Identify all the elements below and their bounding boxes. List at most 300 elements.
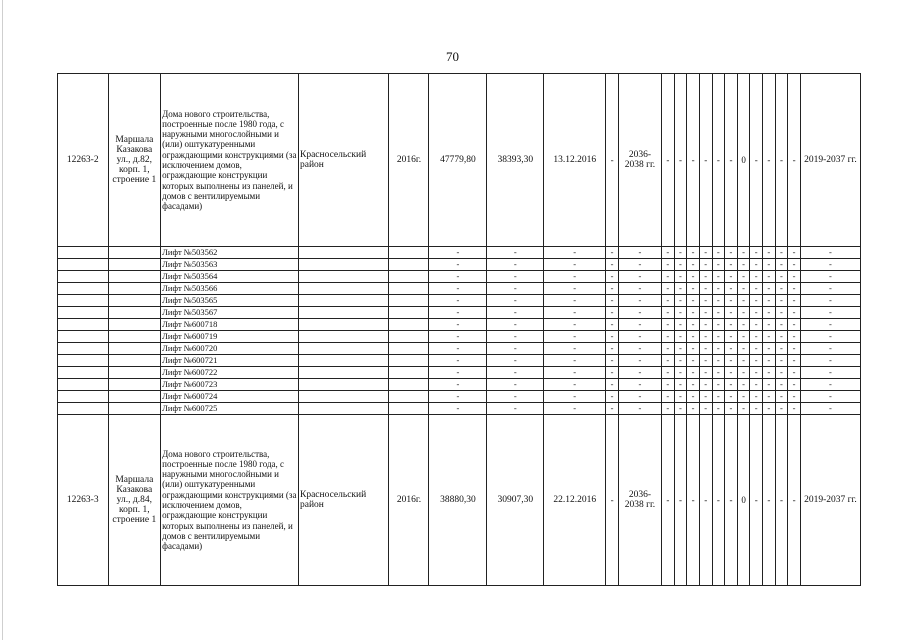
year-cell: 2016г. — [389, 415, 429, 586]
lift-dash-cell: - — [699, 247, 712, 259]
lift-dash-cell: - — [687, 367, 700, 379]
lift-dash-cell: - — [788, 283, 801, 295]
lift-dash-cell: - — [763, 367, 776, 379]
lift-row — [58, 259, 861, 271]
lift-dash-cell: - — [544, 259, 606, 271]
lift-empty-cell — [58, 355, 109, 367]
lift-name-cell: Лифт №503566 — [161, 283, 299, 295]
lift-dash-cell: - — [775, 403, 788, 415]
date-cell: 22.12.2016 — [544, 415, 606, 586]
work-type-cell: - — [775, 415, 788, 586]
lift-dash-cell: - — [544, 247, 606, 259]
lift-name-cell: Лифт №503564 — [161, 271, 299, 283]
lift-dash-cell: - — [618, 331, 661, 343]
lift-dash-cell: - — [737, 367, 750, 379]
lift-empty-cell — [389, 271, 429, 283]
lift-dash-cell: - — [788, 319, 801, 331]
lift-empty-cell — [108, 247, 161, 259]
lift-dash-cell: - — [699, 319, 712, 331]
work-type-cell: - — [763, 74, 776, 247]
lift-empty-cell — [58, 367, 109, 379]
lift-empty-cell — [108, 355, 161, 367]
work-type-cell: 0 — [737, 415, 750, 586]
lift-dash-cell: - — [699, 379, 712, 391]
lift-dash-cell: - — [763, 247, 776, 259]
lift-row — [58, 295, 861, 307]
lift-row — [58, 271, 861, 283]
lift-dash-cell: - — [788, 247, 801, 259]
work-type-cell: - — [725, 415, 738, 586]
lift-row — [58, 379, 861, 391]
lift-dash-cell: - — [699, 367, 712, 379]
lift-row — [58, 343, 861, 355]
lift-row — [58, 367, 861, 379]
lift-dash-cell: - — [699, 331, 712, 343]
lift-dash-cell: - — [544, 355, 606, 367]
lift-empty-cell — [108, 283, 161, 295]
lift-dash-cell: - — [429, 259, 487, 271]
lift-dash-cell: - — [606, 403, 619, 415]
lift-dash-cell: - — [662, 331, 675, 343]
work-type-cell: - — [712, 74, 725, 247]
lift-dash-cell: - — [775, 295, 788, 307]
lift-dash-cell: - — [750, 367, 763, 379]
lift-empty-cell — [389, 367, 429, 379]
lift-dash-cell: - — [674, 403, 687, 415]
lift-name-cell: Лифт №600725 — [161, 403, 299, 415]
lift-dash-cell: - — [750, 391, 763, 403]
lift-dash-cell: - — [618, 259, 661, 271]
lift-dash-cell: - — [763, 355, 776, 367]
lift-dash-cell: - — [788, 259, 801, 271]
lift-empty-cell — [58, 343, 109, 355]
description-cell: Дома нового строительства, построенные после 1980 года, с наружными многослойными и (или) оштукатуренными ограждающими конструкциями (за исключением домов, ограждающие конструкции которых выполнены из панелей, и домов с вентилируемыми фасадами) — [161, 74, 299, 247]
lift-dash-cell: - — [712, 331, 725, 343]
date-cell: 13.12.2016 — [544, 74, 606, 247]
lift-dash-cell: - — [662, 307, 675, 319]
lift-dash-cell: - — [737, 331, 750, 343]
lift-dash-cell: - — [606, 283, 619, 295]
dash-cell: - — [606, 74, 619, 247]
lift-row — [58, 307, 861, 319]
lift-dash-cell: - — [687, 391, 700, 403]
lift-dash-cell: - — [544, 391, 606, 403]
lift-dash-cell: - — [429, 379, 487, 391]
lift-row — [58, 403, 861, 415]
area-total-cell: 38880,30 — [429, 415, 487, 586]
lift-dash-cell: - — [618, 307, 661, 319]
lift-dash-cell: - — [618, 283, 661, 295]
lift-dash-cell: - — [737, 403, 750, 415]
lift-dash-cell: - — [725, 331, 738, 343]
lift-dash-cell: - — [712, 259, 725, 271]
lift-dash-cell: - — [800, 331, 860, 343]
lift-dash-cell: - — [487, 331, 544, 343]
lift-dash-cell: - — [763, 319, 776, 331]
work-type-cell: - — [699, 415, 712, 586]
district-cell: Красносельский район — [298, 415, 389, 586]
lift-dash-cell: - — [618, 379, 661, 391]
lift-dash-cell: - — [687, 295, 700, 307]
lift-dash-cell: - — [750, 379, 763, 391]
lift-dash-cell: - — [429, 391, 487, 403]
lift-dash-cell: - — [699, 307, 712, 319]
lift-dash-cell: - — [699, 391, 712, 403]
lift-dash-cell: - — [750, 271, 763, 283]
lift-dash-cell: - — [487, 367, 544, 379]
lift-dash-cell: - — [618, 355, 661, 367]
lift-empty-cell — [389, 319, 429, 331]
lift-name-cell: Лифт №600722 — [161, 367, 299, 379]
lift-dash-cell: - — [737, 307, 750, 319]
lift-dash-cell: - — [674, 355, 687, 367]
lift-empty-cell — [389, 355, 429, 367]
lift-dash-cell: - — [618, 367, 661, 379]
lift-dash-cell: - — [429, 343, 487, 355]
lift-name-cell: Лифт №600720 — [161, 343, 299, 355]
lift-dash-cell: - — [429, 307, 487, 319]
lift-dash-cell: - — [737, 379, 750, 391]
period-cell: 2036-2038 гг. — [618, 74, 661, 247]
lift-dash-cell: - — [674, 295, 687, 307]
lift-empty-cell — [108, 403, 161, 415]
lift-dash-cell: - — [800, 391, 860, 403]
lift-dash-cell: - — [800, 259, 860, 271]
lift-row — [58, 319, 861, 331]
lift-dash-cell: - — [763, 379, 776, 391]
lift-dash-cell: - — [699, 271, 712, 283]
lift-dash-cell: - — [750, 403, 763, 415]
lift-dash-cell: - — [687, 283, 700, 295]
lift-dash-cell: - — [606, 379, 619, 391]
lift-dash-cell: - — [788, 355, 801, 367]
description-cell: Дома нового строительства, построенные после 1980 года, с наружными многослойными и (или) оштукатуренными ограждающими конструкциями (за исключением домов, ограждающие конструкции которых выполнены из панелей, и домов с вентилируемыми фасадами) — [161, 415, 299, 586]
lift-empty-cell — [298, 271, 389, 283]
lift-dash-cell: - — [662, 259, 675, 271]
object-id-cell: 12263-2 — [58, 74, 109, 247]
lift-dash-cell: - — [788, 367, 801, 379]
object-id-cell: 12263-3 — [58, 415, 109, 586]
period-cell: 2036-2038 гг. — [618, 415, 661, 586]
lift-empty-cell — [58, 307, 109, 319]
lift-empty-cell — [298, 391, 389, 403]
dash-cell: - — [606, 415, 619, 586]
lift-dash-cell: - — [750, 295, 763, 307]
lift-dash-cell: - — [800, 343, 860, 355]
lift-name-cell: Лифт №600724 — [161, 391, 299, 403]
lift-empty-cell — [389, 403, 429, 415]
lift-dash-cell: - — [725, 379, 738, 391]
lift-dash-cell: - — [687, 271, 700, 283]
lift-dash-cell: - — [606, 391, 619, 403]
lift-dash-cell: - — [662, 283, 675, 295]
lift-empty-cell — [389, 295, 429, 307]
lift-dash-cell: - — [429, 367, 487, 379]
lift-dash-cell: - — [800, 403, 860, 415]
lift-dash-cell: - — [788, 391, 801, 403]
lift-dash-cell: - — [712, 367, 725, 379]
lift-dash-cell: - — [788, 403, 801, 415]
lift-name-cell: Лифт №503567 — [161, 307, 299, 319]
lift-dash-cell: - — [674, 271, 687, 283]
lift-dash-cell: - — [606, 319, 619, 331]
lift-row — [58, 331, 861, 343]
lift-dash-cell: - — [788, 343, 801, 355]
lift-dash-cell: - — [544, 367, 606, 379]
lift-dash-cell: - — [687, 307, 700, 319]
lift-empty-cell — [58, 259, 109, 271]
lift-empty-cell — [58, 403, 109, 415]
lift-empty-cell — [58, 319, 109, 331]
work-type-cell: - — [788, 74, 801, 247]
lift-dash-cell: - — [763, 271, 776, 283]
lift-empty-cell — [298, 247, 389, 259]
lift-dash-cell: - — [775, 247, 788, 259]
table-row — [58, 74, 861, 247]
lift-empty-cell — [108, 271, 161, 283]
lift-dash-cell: - — [429, 271, 487, 283]
lift-dash-cell: - — [544, 307, 606, 319]
lift-dash-cell: - — [737, 259, 750, 271]
lift-dash-cell: - — [725, 391, 738, 403]
lift-dash-cell: - — [737, 247, 750, 259]
lift-dash-cell: - — [712, 247, 725, 259]
lift-dash-cell: - — [750, 259, 763, 271]
lift-row — [58, 355, 861, 367]
lift-dash-cell: - — [544, 283, 606, 295]
lift-dash-cell: - — [487, 259, 544, 271]
lift-dash-cell: - — [687, 319, 700, 331]
lift-dash-cell: - — [800, 307, 860, 319]
lift-row — [58, 247, 861, 259]
lift-empty-cell — [108, 367, 161, 379]
lift-dash-cell: - — [750, 331, 763, 343]
lift-dash-cell: - — [763, 403, 776, 415]
lift-name-cell: Лифт №600719 — [161, 331, 299, 343]
lift-dash-cell: - — [725, 307, 738, 319]
lift-dash-cell: - — [674, 367, 687, 379]
lift-empty-cell — [298, 355, 389, 367]
lift-dash-cell: - — [712, 283, 725, 295]
lift-empty-cell — [389, 331, 429, 343]
lift-empty-cell — [108, 343, 161, 355]
lift-dash-cell: - — [606, 295, 619, 307]
lift-dash-cell: - — [712, 355, 725, 367]
lift-dash-cell: - — [725, 403, 738, 415]
lift-dash-cell: - — [487, 403, 544, 415]
lift-dash-cell: - — [687, 343, 700, 355]
lift-dash-cell: - — [712, 343, 725, 355]
lift-dash-cell: - — [750, 343, 763, 355]
lift-dash-cell: - — [674, 391, 687, 403]
lift-empty-cell — [58, 283, 109, 295]
work-type-cell: - — [750, 74, 763, 247]
lift-dash-cell: - — [725, 319, 738, 331]
lift-dash-cell: - — [737, 271, 750, 283]
lift-dash-cell: - — [800, 319, 860, 331]
lift-dash-cell: - — [699, 283, 712, 295]
lift-dash-cell: - — [775, 391, 788, 403]
lift-dash-cell: - — [606, 271, 619, 283]
lift-dash-cell: - — [662, 355, 675, 367]
lift-dash-cell: - — [606, 331, 619, 343]
lift-dash-cell: - — [737, 319, 750, 331]
lift-dash-cell: - — [763, 343, 776, 355]
lift-dash-cell: - — [487, 391, 544, 403]
lift-dash-cell: - — [775, 367, 788, 379]
lift-empty-cell — [389, 379, 429, 391]
district-cell: Красносельский район — [298, 74, 389, 247]
lift-dash-cell: - — [763, 259, 776, 271]
lift-dash-cell: - — [800, 283, 860, 295]
lift-dash-cell: - — [725, 355, 738, 367]
lift-dash-cell: - — [800, 355, 860, 367]
scan-edge-line — [2, 0, 3, 640]
lift-dash-cell: - — [763, 307, 776, 319]
lift-dash-cell: - — [687, 331, 700, 343]
area-total-cell: 47779,80 — [429, 74, 487, 247]
lift-dash-cell: - — [487, 307, 544, 319]
lift-dash-cell: - — [775, 379, 788, 391]
lift-dash-cell: - — [606, 355, 619, 367]
lift-dash-cell: - — [662, 391, 675, 403]
lift-dash-cell: - — [674, 331, 687, 343]
lift-empty-cell — [389, 343, 429, 355]
register-table — [57, 73, 861, 586]
lift-empty-cell — [108, 307, 161, 319]
lift-dash-cell: - — [788, 271, 801, 283]
lift-dash-cell: - — [763, 391, 776, 403]
page-number: 70 — [446, 49, 459, 64]
lift-dash-cell: - — [662, 271, 675, 283]
lift-dash-cell: - — [544, 379, 606, 391]
work-type-cell: - — [662, 74, 675, 247]
lift-dash-cell: - — [544, 319, 606, 331]
lift-dash-cell: - — [687, 379, 700, 391]
lift-dash-cell: - — [712, 403, 725, 415]
lift-dash-cell: - — [606, 307, 619, 319]
lift-empty-cell — [389, 247, 429, 259]
lift-dash-cell: - — [699, 355, 712, 367]
lift-dash-cell: - — [699, 259, 712, 271]
lift-dash-cell: - — [429, 331, 487, 343]
lift-dash-cell: - — [737, 283, 750, 295]
lift-empty-cell — [108, 295, 161, 307]
last-period-cell: 2019-2037 гг. — [800, 415, 860, 586]
lift-dash-cell: - — [618, 403, 661, 415]
lift-empty-cell — [58, 391, 109, 403]
work-type-cell: - — [763, 415, 776, 586]
lift-dash-cell: - — [487, 295, 544, 307]
lift-dash-cell: - — [712, 295, 725, 307]
lift-name-cell: Лифт №503563 — [161, 259, 299, 271]
lift-empty-cell — [108, 319, 161, 331]
lift-dash-cell: - — [712, 307, 725, 319]
lift-dash-cell: - — [606, 367, 619, 379]
lift-dash-cell: - — [725, 259, 738, 271]
lift-dash-cell: - — [606, 259, 619, 271]
lift-dash-cell: - — [763, 331, 776, 343]
lift-empty-cell — [108, 379, 161, 391]
lift-dash-cell: - — [750, 247, 763, 259]
lift-dash-cell: - — [788, 331, 801, 343]
lift-empty-cell — [298, 259, 389, 271]
work-type-cell: - — [687, 74, 700, 247]
lift-dash-cell: - — [775, 319, 788, 331]
lift-empty-cell — [58, 331, 109, 343]
lift-dash-cell: - — [750, 307, 763, 319]
lift-dash-cell: - — [674, 379, 687, 391]
work-type-cell: - — [712, 415, 725, 586]
lift-dash-cell: - — [618, 343, 661, 355]
lift-dash-cell: - — [674, 259, 687, 271]
lift-empty-cell — [58, 379, 109, 391]
lift-name-cell: Лифт №600723 — [161, 379, 299, 391]
lift-dash-cell: - — [429, 247, 487, 259]
work-type-cell: 0 — [737, 74, 750, 247]
lift-dash-cell: - — [487, 343, 544, 355]
lift-dash-cell: - — [763, 283, 776, 295]
lift-dash-cell: - — [712, 319, 725, 331]
lift-empty-cell — [389, 391, 429, 403]
lift-dash-cell: - — [544, 295, 606, 307]
lift-dash-cell: - — [800, 247, 860, 259]
lift-dash-cell: - — [606, 343, 619, 355]
lift-empty-cell — [389, 307, 429, 319]
lift-dash-cell: - — [750, 283, 763, 295]
lift-dash-cell: - — [687, 403, 700, 415]
lift-dash-cell: - — [788, 307, 801, 319]
lift-dash-cell: - — [429, 355, 487, 367]
lift-dash-cell: - — [674, 343, 687, 355]
lift-name-cell: Лифт №600718 — [161, 319, 299, 331]
area-living-cell: 30907,30 — [487, 415, 544, 586]
lift-dash-cell: - — [487, 319, 544, 331]
lift-dash-cell: - — [618, 271, 661, 283]
work-type-cell: - — [775, 74, 788, 247]
lift-dash-cell: - — [775, 271, 788, 283]
lift-dash-cell: - — [699, 343, 712, 355]
lift-dash-cell: - — [699, 295, 712, 307]
work-type-cell: - — [662, 415, 675, 586]
lift-row — [58, 283, 861, 295]
lift-empty-cell — [298, 403, 389, 415]
lift-name-cell: Лифт №503565 — [161, 295, 299, 307]
lift-empty-cell — [108, 331, 161, 343]
address-cell: Маршала Казакова ул., д.84, корп. 1, строение 1 — [108, 415, 161, 586]
lift-dash-cell: - — [775, 259, 788, 271]
lift-dash-cell: - — [712, 391, 725, 403]
lift-empty-cell — [108, 259, 161, 271]
work-type-cell: - — [725, 74, 738, 247]
lift-dash-cell: - — [662, 295, 675, 307]
lift-dash-cell: - — [712, 379, 725, 391]
lift-dash-cell: - — [662, 319, 675, 331]
lift-dash-cell: - — [429, 283, 487, 295]
lift-dash-cell: - — [544, 331, 606, 343]
work-type-cell: - — [674, 415, 687, 586]
lift-dash-cell: - — [750, 319, 763, 331]
lift-dash-cell: - — [725, 283, 738, 295]
lift-dash-cell: - — [487, 355, 544, 367]
lift-empty-cell — [298, 379, 389, 391]
lift-name-cell: Лифт №503562 — [161, 247, 299, 259]
area-living-cell: 38393,30 — [487, 74, 544, 247]
work-type-cell: - — [699, 74, 712, 247]
lift-empty-cell — [108, 391, 161, 403]
lift-dash-cell: - — [800, 379, 860, 391]
lift-dash-cell: - — [775, 355, 788, 367]
